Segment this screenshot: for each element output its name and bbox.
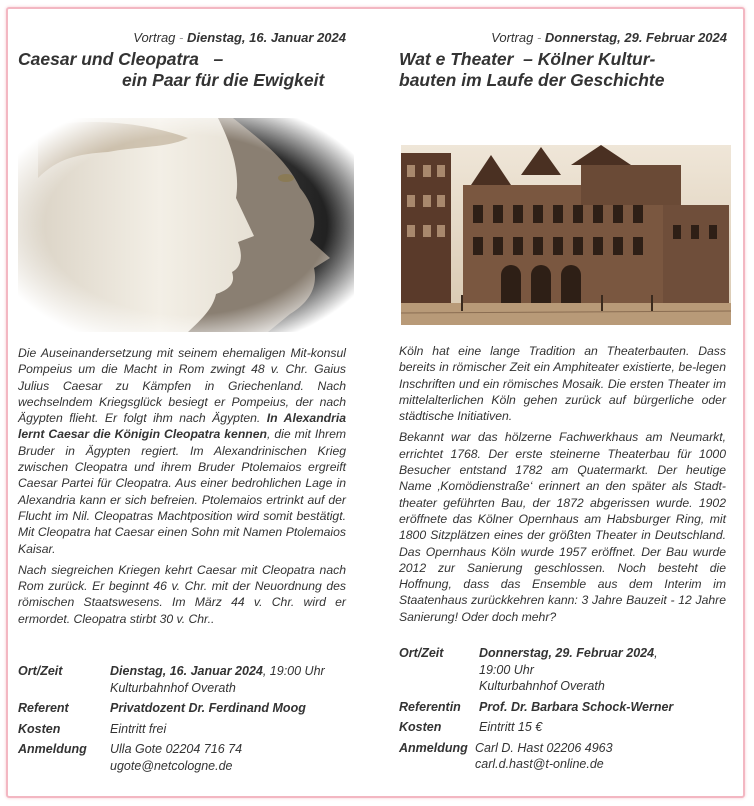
right-kicker: Vortrag - Donnerstag, 29. Februar 2024 — [491, 30, 727, 45]
left-article-text — [18, 345, 346, 632]
right-info-referentin: Referentin Prof. Dr. Barbara Schock-Werner — [399, 699, 674, 714]
left-event-info — [18, 663, 348, 778]
right-info-kosten: Kosten Eintritt 15 € — [399, 720, 543, 734]
right-paragraph-2: Bekannt war das hölzerne Fachwerkhaus am Neumarkt, errichtet 1768. Der erste steinerne Theaterbau für 1000 Besucher entstand 1782 am Quatermarkt. Der heutige Name ‚Komödienstraße‘ erinnert an den später als Stadt-theater geführten Bau, der 1872 abgerissen wurde. 1902 eröffnete das Kölner Opernhaus am Habsburger Ring, mit 1800 Sitzplätzen eines der größten Theater in Deutschland. Das Opernhaus Köln wurde 1957 eröffnet. Der Bau wurde 2012 zur Sanierung geschlossen. Noch besteht die Hoffnung, dass das Ensemble aus dem Interim im Staatenhaus zurückkehren kann: 3 Jahre Bauzeit - 12 Jahre Sanierung! Oder doch mehr? — [399, 430, 726, 624]
right-title: Wat e Theater – Kölner Kultur- bauten im Laufe der Geschichte — [399, 49, 665, 90]
left-paragraph-1: Die Auseinandersetzung mit seinem ehemaligen Mit-konsul Pompeius um die Macht in Rom zwingt 48 v. Chr. Gaius Julius Caesar zu Kämpfen in Griechenland. Nach wechselndem Kriegsglück besiegt er Pompeius, der nach Ägypten flieht. Er folgt ihm nach Ägypten. In Alexandria lernt Caesar die Königin Cleopatra kennen, die mit Ihrem Bruder in Ägypten regiert. Im Alexandrinischen Krieg zwischen Cleopatra und ihrem Bruder Ptolemaios ergreift Caesar Partei für Cleopatra. Aus einer bedrohlichen Lage in Alexandria kann er sich befreien. Ptolemaios ertrinkt auf der Flucht im Nil. Cleopatras Machtposition wird somit bestätigt. Mit Cleopatra hat Caesar einen Sohn mit Namen Ptolemaios Kaisar. — [18, 346, 346, 556]
right-paragraph-1: Köln hat eine lange Tradition an Theaterbauten. Dass bereits in römischer Zeit ein Amphiteater existierte, be-legen Inschriften und ein römisches Mosaik. Die ersten Theater im mittelalterlichen Köln gehen zurück auf bürgerliche oder städtische Initiativen. — [399, 344, 726, 424]
left-title: Caesar und Cleopatra – ein Paar für die Ewigkeit — [18, 49, 325, 90]
right-email-link[interactable]: carl.d.hast@t-online.de — [475, 757, 604, 771]
left-info-anmeldung: Anmeldung Ulla Gote 02204 716 74 ugote@netcologne.de — [18, 742, 243, 773]
right-info-anmeldung: Anmeldung Carl D. Hast 02206 4963 carl.d.hast@t-online.de — [399, 740, 613, 771]
left-paragraph-2: Nach siegreichen Kriegen kehrt Caesar mit Cleopatra nach Rom zurück. Er beginnt 46 v. Chr. mit der Neuordnung des römischen Staatswesens. Im März 44 v. Chr. wird er ermordet. Cleopatra stirbt 30 v. Chr.. — [18, 562, 346, 626]
right-info-ort: Ort/Zeit Donnerstag, 29. Februar 2024, 19:00 Uhr Kulturbahnhof Overath — [399, 646, 658, 693]
left-info-kosten: Kosten Eintritt frei — [18, 721, 167, 736]
right-article-text — [399, 343, 726, 630]
left-info-referent: Referent Privatdozent Dr. Ferdinand Moog — [18, 701, 306, 715]
right-event-info — [399, 645, 729, 777]
left-email-link[interactable]: ugote@netcologne.de — [110, 758, 233, 773]
caesar-cleopatra-busts-image — [18, 118, 354, 332]
left-info-ort: Ort/Zeit Dienstag, 16. Januar 2024, 19:00 Uhr Kulturbahnhof Overath — [18, 664, 325, 695]
cologne-theater-historic-image — [401, 145, 731, 325]
right-kicker-date: Donnerstag, 29. Februar 2024 — [544, 30, 727, 45]
left-kicker-date: Dienstag, 16. Januar 2024 — [187, 30, 346, 45]
left-kicker: Vortrag - Dienstag, 16. Januar 2024 — [133, 30, 346, 45]
